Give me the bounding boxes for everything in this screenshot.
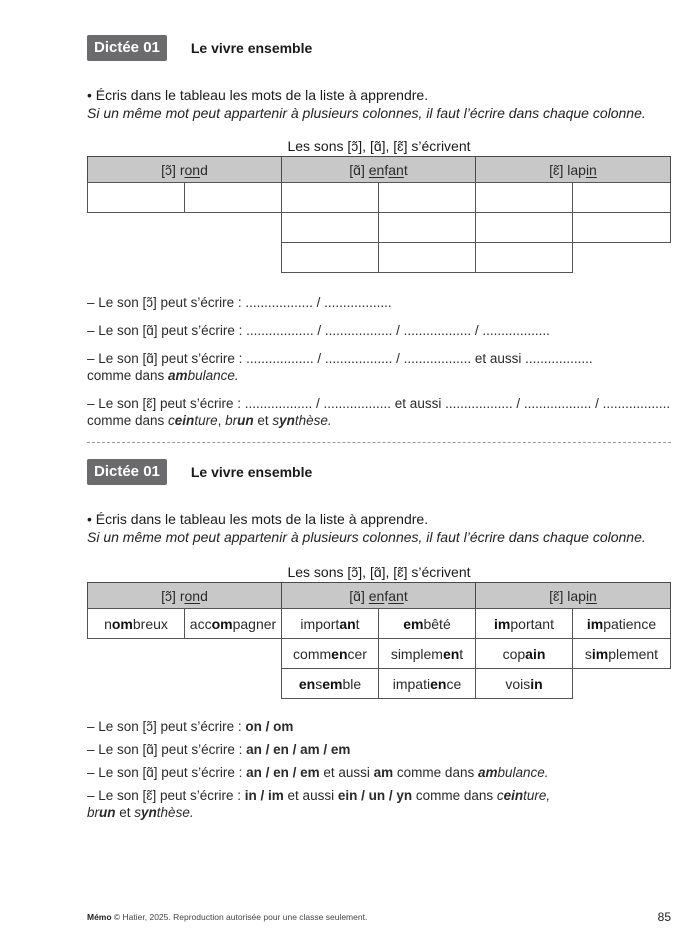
word-part: plement bbox=[608, 645, 659, 662]
answer-cell[interactable] bbox=[378, 182, 476, 213]
word-part: r bbox=[179, 587, 185, 604]
example-highlight: am bbox=[168, 368, 188, 383]
example-word: bulance. bbox=[187, 368, 239, 383]
answer-cell[interactable] bbox=[475, 212, 573, 243]
answer-cell-copain bbox=[475, 638, 573, 669]
answer-cell[interactable] bbox=[378, 212, 476, 243]
instruction-note: Si un même mot peut appartenir à plusieurs colonnes, il faut l’écrire dans chaque colonne. bbox=[87, 105, 646, 121]
example-highlight: yn bbox=[279, 413, 295, 428]
rule-text: – Le son [ɛ̃] peut s’écrire : .................. / .................. et aussi .................. / .................. / .................. bbox=[87, 396, 671, 411]
rule-answer: am bbox=[373, 765, 394, 780]
word-part: comm bbox=[293, 645, 332, 662]
rule-line-in bbox=[87, 395, 671, 429]
exercise-blank bbox=[87, 35, 671, 440]
example-word: s bbox=[272, 413, 280, 428]
answer-cell-nombreux bbox=[87, 608, 185, 639]
grapheme-highlight: em bbox=[322, 675, 343, 692]
grapheme-highlight: ain bbox=[525, 645, 546, 662]
instruction-text: • Écris dans le tableau les mots de la liste à apprendre. bbox=[87, 511, 429, 527]
answer-cell-ensemble bbox=[281, 668, 379, 699]
answer-cell-simplement bbox=[378, 638, 476, 669]
col-header-an bbox=[281, 582, 476, 609]
word-part: d bbox=[200, 587, 208, 604]
word-part: f bbox=[384, 587, 389, 604]
example-word: ture bbox=[194, 413, 218, 428]
rule-lines-blank bbox=[87, 294, 671, 429]
rule-line-an-extended bbox=[87, 764, 671, 781]
exercise-answer bbox=[87, 459, 671, 832]
grapheme-highlight: im bbox=[586, 615, 604, 632]
rule-answer: in / im bbox=[244, 788, 284, 803]
grapheme-highlight: im bbox=[494, 615, 511, 632]
word-part: t bbox=[355, 615, 360, 632]
rule-text: – Le son [ɑ̃] peut s’écrire : bbox=[87, 765, 247, 780]
phoneme-symbol: [ɛ̃] bbox=[549, 587, 564, 604]
word-part: t bbox=[403, 161, 408, 178]
word-part: acc bbox=[189, 615, 212, 632]
answer-cell-important-in bbox=[475, 608, 573, 639]
copyright-notice bbox=[87, 912, 367, 922]
example-highlight: yn bbox=[141, 805, 157, 820]
cut-line-divider bbox=[87, 442, 671, 443]
word-part-underlined: an bbox=[388, 161, 404, 178]
example-word: s bbox=[134, 805, 142, 820]
rule-text: comme dans bbox=[87, 368, 169, 383]
word-part-underlined: an bbox=[388, 587, 404, 604]
rule-line-an: – Le son [ɑ̃] peut s’écrire : .................. / .................. / .................. / .................. bbox=[87, 323, 550, 338]
instructions bbox=[87, 510, 671, 546]
word-part: portant bbox=[510, 615, 554, 632]
rule-line-an bbox=[87, 741, 671, 758]
answer-cell[interactable] bbox=[572, 182, 671, 213]
word-part: n bbox=[104, 615, 112, 632]
rule-text: comme dans bbox=[412, 788, 497, 803]
table-caption: Les sons [ɔ̃], [ɑ̃], [ɛ̃] s’écrivent bbox=[287, 138, 471, 154]
rule-text: – Le son [ɑ̃] peut s’écrire : .................. / .................. / .................. et aussi .................. bbox=[87, 351, 593, 366]
word-part: d bbox=[200, 161, 208, 178]
grapheme-highlight: im bbox=[591, 645, 609, 662]
grapheme-highlight: om bbox=[211, 615, 233, 632]
rule-lines-answers bbox=[87, 718, 671, 821]
rule-text: – Le son [ɔ̃] peut s’écrire : bbox=[87, 719, 246, 734]
answer-cell-commencer bbox=[281, 638, 379, 669]
word-part: patience bbox=[603, 615, 657, 632]
example-word: c bbox=[496, 788, 504, 803]
answer-cell[interactable] bbox=[184, 182, 282, 213]
word-part-underlined: en bbox=[368, 161, 385, 178]
word-part: s bbox=[584, 645, 592, 662]
dictee-badge: Dictée 01 bbox=[87, 35, 167, 61]
word-part: breux bbox=[132, 615, 168, 632]
example-highlight: am bbox=[477, 765, 498, 780]
instructions bbox=[87, 86, 671, 122]
rule-text: et bbox=[253, 413, 273, 428]
exercise-header bbox=[87, 35, 671, 61]
word-part: s bbox=[315, 675, 323, 692]
word-part: lap bbox=[567, 587, 586, 604]
answer-cell[interactable] bbox=[572, 212, 671, 243]
answer-cell[interactable] bbox=[87, 182, 185, 213]
dictee-badge: Dictée 01 bbox=[87, 459, 167, 485]
rule-text: comme dans bbox=[393, 765, 478, 780]
phoneme-symbol: [ɔ̃] bbox=[161, 587, 176, 604]
rule-text: et aussi bbox=[319, 765, 374, 780]
phoneme-symbol: [ɑ̃] bbox=[349, 161, 365, 178]
word-part-underlined: on bbox=[184, 587, 201, 604]
example-highlight: un bbox=[99, 805, 116, 820]
word-part-underlined: in bbox=[585, 161, 597, 178]
example-word: ture, bbox=[523, 788, 551, 803]
word-part-underlined: on bbox=[184, 161, 201, 178]
answer-cell-impatience bbox=[572, 608, 671, 639]
example-word: thèse. bbox=[156, 805, 194, 820]
col-header-on bbox=[87, 582, 282, 609]
example-word: c bbox=[168, 413, 175, 428]
example-word: br bbox=[225, 413, 238, 428]
word-part: ble bbox=[342, 675, 362, 692]
copyright-text: © Hatier, 2025. Reproduction autorisée pour une classe seulement. bbox=[111, 912, 368, 922]
col-header-in bbox=[475, 582, 671, 609]
rule-line-on: – Le son [ɔ̃] peut s’écrire : .................. / .................. bbox=[87, 295, 392, 310]
rule-answer: ein / un / yn bbox=[337, 788, 413, 803]
rule-answer: an / en / am / em bbox=[246, 742, 351, 757]
example-word: br bbox=[87, 805, 100, 820]
answer-cell-important bbox=[281, 608, 379, 639]
answer-cell[interactable] bbox=[281, 242, 379, 273]
example-highlight: un bbox=[237, 413, 254, 428]
grapheme-highlight: en bbox=[331, 645, 348, 662]
rule-text: et bbox=[115, 805, 135, 820]
word-part: lap bbox=[567, 161, 586, 178]
table-caption: Les sons [ɔ̃], [ɑ̃], [ɛ̃] s’écrivent bbox=[287, 564, 471, 580]
grapheme-highlight: en bbox=[430, 675, 447, 692]
answer-cell[interactable] bbox=[378, 242, 476, 273]
rule-line-in bbox=[87, 787, 671, 821]
answer-cell-simplement-in bbox=[572, 638, 671, 669]
answer-cell[interactable] bbox=[475, 242, 573, 273]
word-part: f bbox=[384, 161, 389, 178]
brand-name: Mémo bbox=[87, 912, 112, 922]
grapheme-highlight: in bbox=[530, 675, 543, 692]
word-part: bêté bbox=[423, 615, 451, 632]
word-part: ce bbox=[446, 675, 462, 692]
word-part: pagner bbox=[232, 615, 277, 632]
rule-line-an-extended bbox=[87, 350, 671, 384]
example-word: bulance. bbox=[497, 765, 549, 780]
rule-answer: an / en / em bbox=[246, 765, 320, 780]
col-header-on bbox=[87, 156, 282, 183]
answer-cell[interactable] bbox=[475, 182, 573, 213]
word-part: r bbox=[179, 161, 185, 178]
grapheme-highlight: en bbox=[298, 675, 316, 692]
word-part: cop bbox=[502, 645, 526, 662]
word-part: vois bbox=[505, 675, 531, 692]
word-part: t bbox=[403, 587, 408, 604]
answer-cell[interactable] bbox=[281, 182, 379, 213]
phoneme-symbol: [ɛ̃] bbox=[549, 161, 564, 178]
grapheme-highlight: an bbox=[339, 615, 356, 632]
rule-line-on bbox=[87, 718, 671, 735]
instruction-note: Si un même mot peut appartenir à plusieurs colonnes, il faut l’écrire dans chaque colonne. bbox=[87, 529, 646, 545]
page-number: 85 bbox=[657, 910, 671, 924]
rule-text: – Le son [ɑ̃] peut s’écrire : bbox=[87, 742, 247, 757]
answer-cell[interactable] bbox=[281, 212, 379, 243]
answer-cell-accompagner bbox=[184, 608, 282, 639]
answer-cell-impatience-an bbox=[378, 668, 476, 699]
exercise-title: Le vivre ensemble bbox=[190, 40, 313, 56]
rule-text: – Le son [ɛ̃] peut s’écrire : bbox=[87, 788, 245, 803]
example-highlight: ein bbox=[503, 788, 524, 803]
word-part-underlined: en bbox=[368, 587, 385, 604]
word-part: t bbox=[459, 645, 464, 662]
col-header-an bbox=[281, 156, 476, 183]
sound-table-answers bbox=[87, 582, 671, 700]
phoneme-symbol: [ɔ̃] bbox=[161, 161, 176, 178]
example-highlight: ein bbox=[174, 413, 195, 428]
grapheme-highlight: em bbox=[403, 615, 424, 632]
page-footer bbox=[87, 910, 671, 924]
word-part: simplem bbox=[390, 645, 443, 662]
separator: , bbox=[217, 413, 226, 428]
word-part-underlined: in bbox=[585, 587, 597, 604]
grapheme-highlight: en bbox=[442, 645, 460, 662]
rule-text: comme dans bbox=[87, 413, 169, 428]
word-part: cer bbox=[347, 645, 367, 662]
word-part: import bbox=[300, 615, 340, 632]
answer-cell-voisin bbox=[475, 668, 573, 699]
example-word: thèse. bbox=[294, 413, 332, 428]
word-part: impati bbox=[392, 675, 431, 692]
rule-text: et aussi bbox=[283, 788, 338, 803]
exercise-header bbox=[87, 459, 671, 485]
instruction-text: • Écris dans le tableau les mots de la liste à apprendre. bbox=[87, 87, 429, 103]
grapheme-highlight: om bbox=[111, 615, 133, 632]
sound-table-blank bbox=[87, 156, 671, 274]
exercise-title: Le vivre ensemble bbox=[190, 464, 313, 480]
rule-answer: on / om bbox=[245, 719, 294, 734]
col-header-in bbox=[475, 156, 671, 183]
phoneme-symbol: [ɑ̃] bbox=[349, 587, 365, 604]
answer-cell-embete bbox=[378, 608, 476, 639]
